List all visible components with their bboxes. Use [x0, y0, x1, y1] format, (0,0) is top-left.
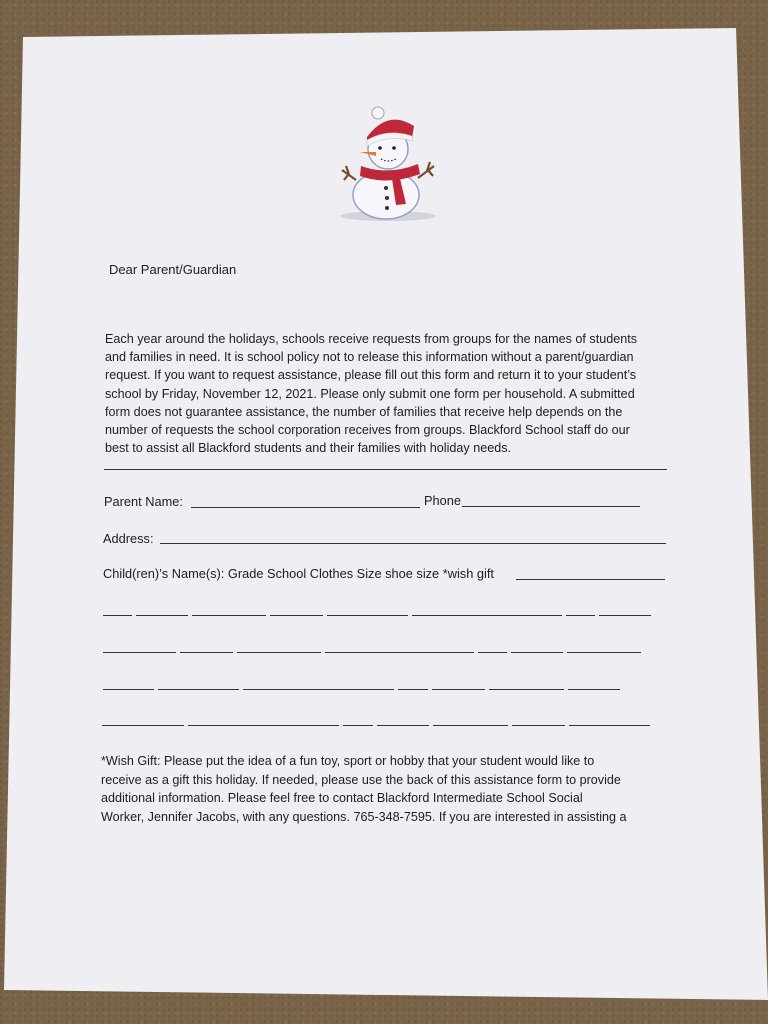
snowman-button-2: [385, 196, 389, 200]
child-name-field[interactable]: [103, 652, 176, 653]
child-name-field[interactable]: [103, 615, 132, 616]
divider-rule: [104, 469, 667, 470]
note-line: additional information. Please feel free to contact Blackford Intermediate School Social: [101, 791, 583, 806]
intro-line: request. If you want to request assistance, please fill out this form and return it to your student’s: [105, 368, 637, 383]
parent-name-label: Parent Name:: [104, 494, 183, 509]
shoe-size-field[interactable]: [478, 652, 507, 653]
snowman-illustration: [336, 104, 440, 222]
intro-line: best to assist all Blackford students and their families with holiday needs.: [105, 441, 512, 456]
address-field[interactable]: [160, 543, 666, 544]
note-line: Worker, Jennifer Jacobs, with any questions. 765-348-7595. If you are interested in assisting a: [101, 809, 627, 824]
intro-line: Each year around the holidays, schools receive requests from groups for the names of students: [105, 332, 638, 346]
school-field[interactable]: [237, 652, 321, 653]
children-header-label: Child(ren)’s Name(s): Grade School Clothes Size shoe size *wish gift: [103, 566, 494, 581]
phone-label: Phone: [424, 493, 462, 508]
clothes-size-field[interactable]: [325, 652, 474, 653]
clothes-size-field[interactable]: [412, 615, 562, 616]
school-field[interactable]: [270, 615, 323, 616]
wish-gift-field[interactable]: [599, 615, 651, 616]
wish-gift-field[interactable]: [569, 725, 650, 726]
grade-field[interactable]: [158, 689, 239, 690]
clothes-size-field[interactable]: [377, 725, 429, 726]
clothes-size-field[interactable]: [398, 689, 428, 690]
address-label: Address:: [103, 531, 154, 546]
snowman-button-3: [385, 206, 389, 210]
wish-gift-field[interactable]: [516, 579, 665, 580]
intro-line: form does not guarantee assistance, the number of families that receive help depends on the: [105, 404, 623, 419]
clothes-size-field[interactable]: [432, 689, 485, 690]
grade-field[interactable]: [180, 652, 233, 653]
school-field[interactable]: [343, 725, 373, 726]
child-name-field[interactable]: [136, 615, 188, 616]
clothes-size-field[interactable]: [433, 725, 508, 726]
intro-line: school by Friday, November 12, 2021. Please only submit one form per household. A submitted: [105, 386, 635, 401]
wish-gift-note: [101, 752, 681, 826]
child-name-field[interactable]: [103, 689, 154, 690]
child-name-field[interactable]: [102, 725, 184, 726]
note-line: *Wish Gift: Please put the idea of a fun toy, sport or hobby that your student would like to: [101, 754, 595, 768]
shoe-size-field[interactable]: [489, 689, 564, 690]
note-line: receive as a gift this holiday. If needed, please use the back of this assistance form to provide: [101, 772, 621, 787]
shoe-size-field[interactable]: [511, 652, 563, 653]
shoe-size-field[interactable]: [566, 615, 595, 616]
intro-paragraph: [105, 330, 675, 457]
wish-gift-field[interactable]: [567, 652, 641, 653]
snowman-eye-right: [392, 146, 396, 150]
stick-arm-right: [418, 162, 434, 178]
school-field[interactable]: [243, 689, 394, 690]
stick-arm-left: [342, 166, 356, 180]
carrot-nose: [360, 152, 376, 156]
snowman-button-1: [384, 186, 388, 190]
phone-field[interactable]: [462, 506, 640, 507]
letter-greeting: Dear Parent/Guardian: [109, 262, 237, 277]
hat-pompom: [372, 107, 384, 119]
shoe-size-field[interactable]: [512, 725, 565, 726]
grade-field[interactable]: [188, 725, 339, 726]
clothes-size-field[interactable]: [327, 615, 408, 616]
snowman-eye-left: [378, 146, 382, 150]
intro-line: and families in need. It is school policy not to release this information without a parent/guardian: [105, 350, 634, 365]
wish-gift-field[interactable]: [568, 689, 620, 690]
grade-field[interactable]: [192, 615, 266, 616]
parent-name-field[interactable]: [191, 507, 420, 508]
intro-line: number of requests the school corporation receives from groups. Blackford School staff do our: [105, 423, 630, 438]
